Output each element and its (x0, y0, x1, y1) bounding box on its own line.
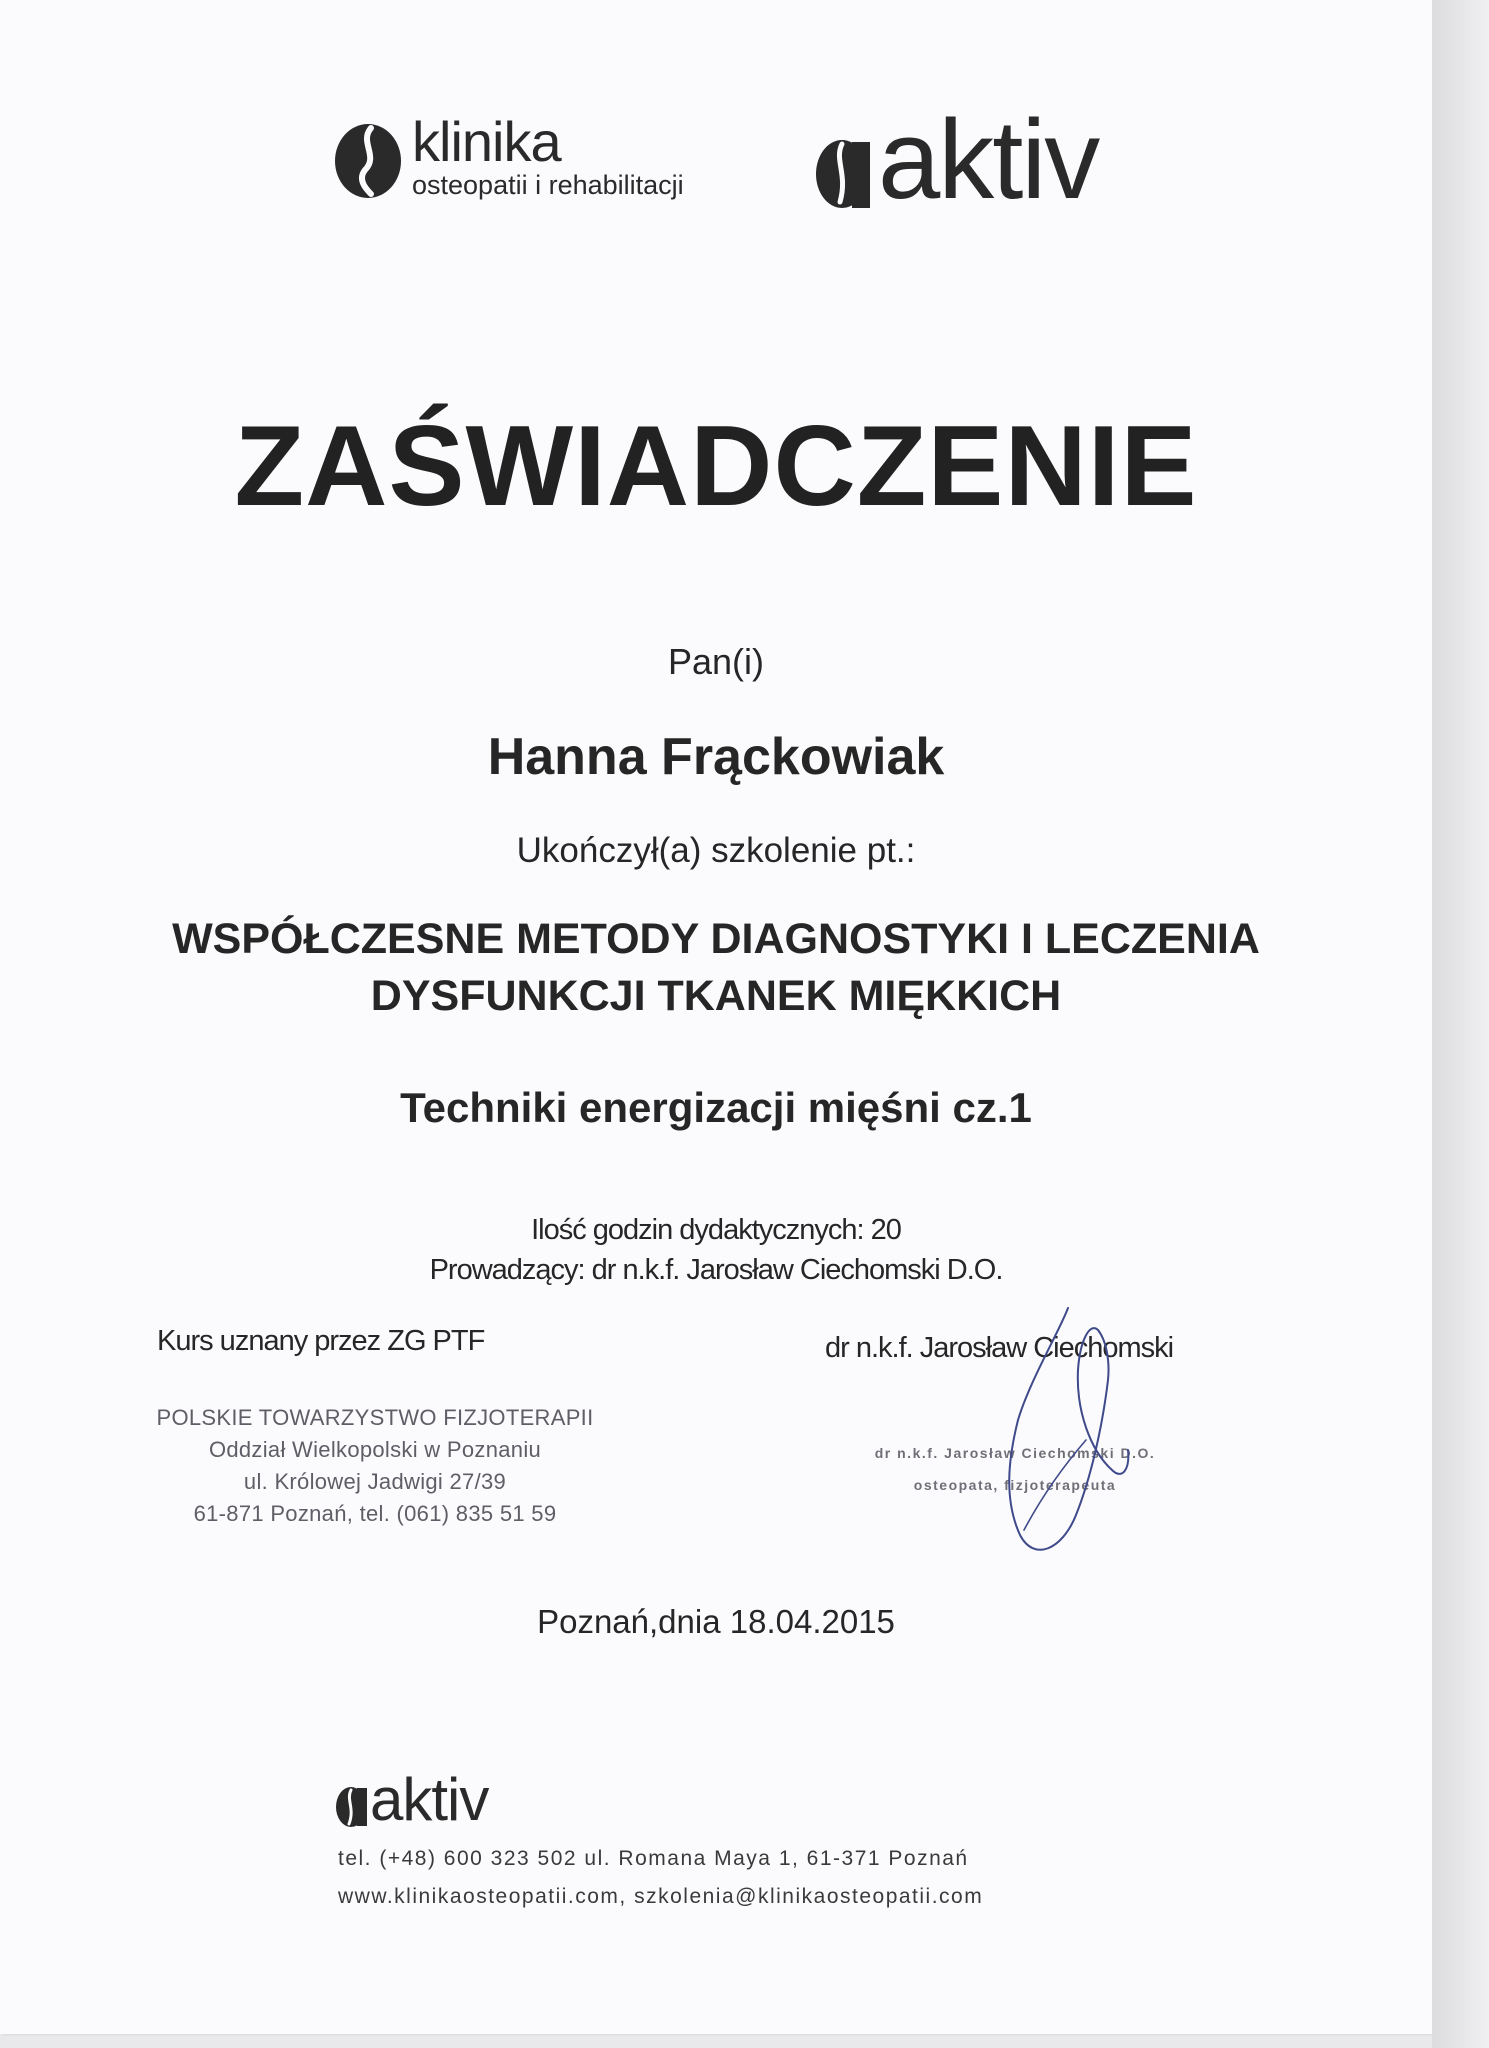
klinika-logo-subtitle: osteopatii i rehabilitacji (412, 170, 684, 200)
hours-text: Ilość godzin dydaktycznych: 20 (531, 1214, 901, 1246)
ptf-stamp-line-4: 61-871 Poznań, tel. (061) 835 51 59 (193, 1501, 557, 1526)
course-title-line-1: WSPÓŁCZESNE METODY DIAGNOSTYKI I LECZENIA (172, 915, 1260, 963)
date-line: Poznań,dnia 18.04.2015 (537, 1603, 895, 1640)
signer-name: dr n.k.f. Jarosław Ciechomski (825, 1332, 1174, 1364)
instructor-text: Prowadzący: dr n.k.f. Jarosław Ciechomski D.O. (429, 1254, 1003, 1286)
ptf-stamp-line-1: POLSKIE TOWARZYSTWO FIZJOTERAPII (156, 1405, 594, 1430)
salutation: Pan(i) (667, 641, 765, 682)
course-title-line-2: DYSFUNKCJI TKANEK MIĘKKICH (370, 972, 1062, 1020)
recipient-name: Hanna Frąckowiak (487, 728, 945, 786)
ptf-stamp-line-2: Oddział Wielkopolski w Poznaniu (208, 1437, 542, 1462)
klinika-logo-mark-icon (333, 122, 403, 200)
ptf-stamp (140, 1402, 610, 1530)
footer-contact-line-1: tel. (+48) 600 323 502 ul. Romana Maya 1, 61-371 Poznań (338, 1847, 969, 1870)
completion-text: Ukończył(a) szkolenie pt.: (516, 831, 916, 870)
footer-contact-line-2: www.klinikaosteopatii.com, szkolenia@klinikaosteopatii.com (338, 1885, 984, 1908)
handwritten-signature (990, 1300, 1140, 1570)
klinika-logo-name: klinika (412, 110, 561, 173)
module-title: Techniki energizacji mięśni cz.1 (400, 1084, 1032, 1131)
signer-stamp-line-2: osteopata, fizjoterapeuta (913, 1477, 1117, 1493)
signer-stamp-line-1: dr n.k.f. Jarosław Ciechomski D.O. (874, 1445, 1156, 1461)
certificate-title: ZAŚWIADCZENIE (234, 403, 1198, 530)
aktiv-logo-footer: aktiv (370, 1766, 489, 1833)
ptf-stamp-line-3: ul. Królowej Jadwigi 27/39 (243, 1469, 507, 1494)
accreditation-text: Kurs uznany przez ZG PTF (157, 1325, 485, 1357)
aktiv-logo-top: aktiv (878, 97, 1099, 222)
scan-edge (1432, 0, 1489, 2048)
